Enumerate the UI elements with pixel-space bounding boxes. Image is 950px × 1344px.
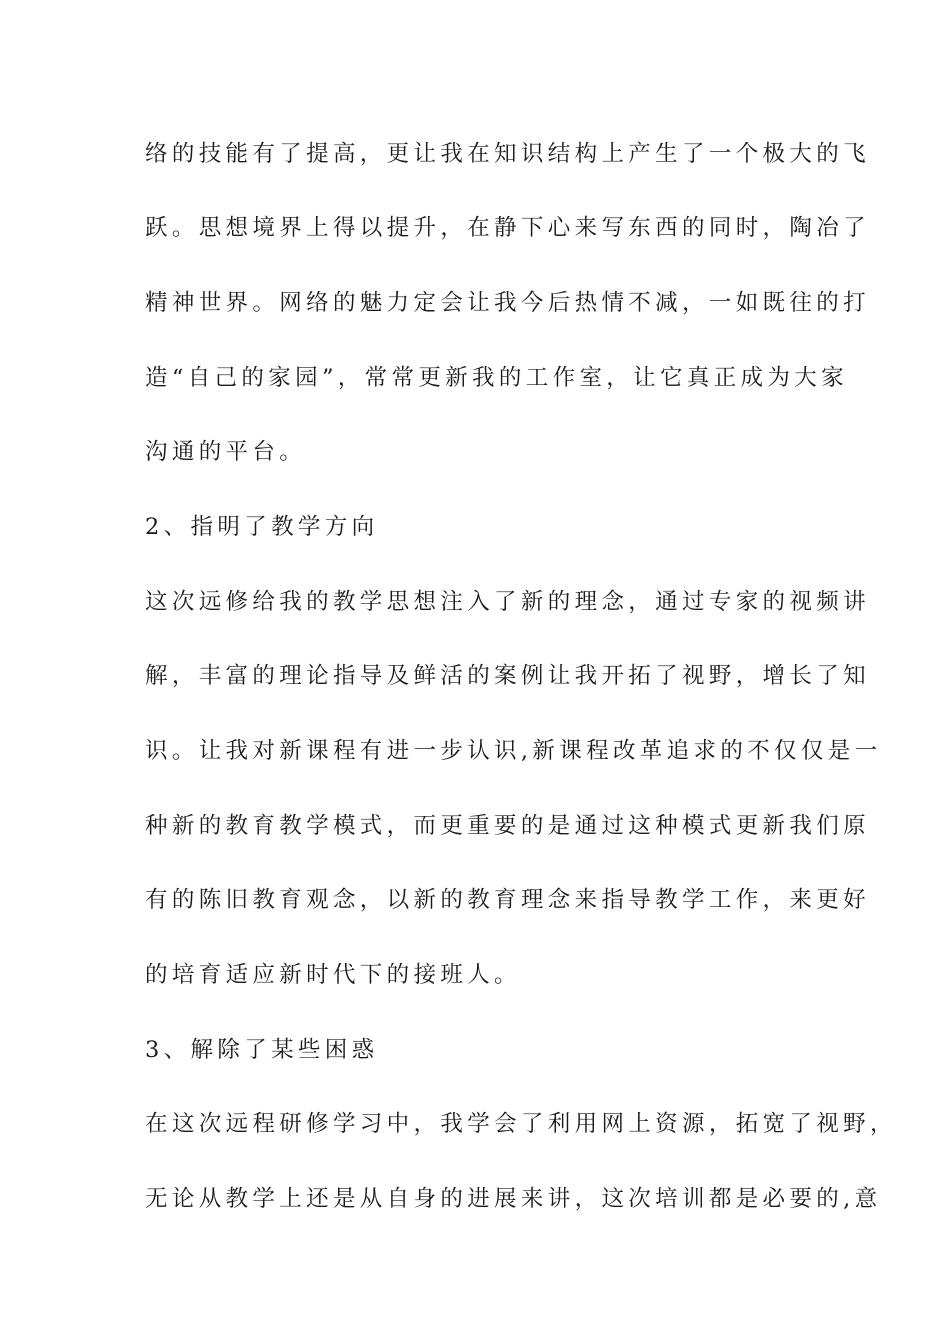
paragraph-line: 这次远修给我的教学思想注入了新的理念，通过专家的视频讲 — [145, 589, 870, 615]
paragraph-line: 的培育适应新时代下的接班人。 — [145, 962, 521, 988]
paragraph-line: 解，丰富的理论指导及鲜活的案例让我开拓了视野，增长了知 — [145, 663, 870, 689]
paragraph-line: 在这次远程研修学习中，我学会了利用网上资源，拓宽了视野， — [145, 1111, 897, 1137]
paragraph-line: 识。让我对新课程有进一步认识,新课程改革追求的不仅仅是一 — [145, 738, 882, 764]
paragraph-line: 有的陈旧教育观念，以新的教育理念来指导教学工作，来更好 — [145, 887, 870, 913]
paragraph-line: 种新的教育教学模式，而更重要的是通过这种模式更新我们原 — [145, 813, 870, 839]
paragraph-line: 络的技能有了提高，更让我在知识结构上产生了一个极大的飞 — [145, 141, 870, 167]
paragraph-line: 造“自己的家园”，常常更新我的工作室，让它真正成为大家 — [145, 365, 848, 391]
paragraph-line: 无论从教学上还是从自身的进展来讲，这次培训都是必要的,意 — [145, 1186, 882, 1212]
paragraph-line: 精神世界。网络的魅力定会让我今后热情不减，一如既往的打 — [145, 290, 870, 316]
paragraph-line: 沟通的平台。 — [145, 439, 307, 465]
paragraph-line: 跃。思想境界上得以提升，在静下心来写东西的同时，陶冶了 — [145, 215, 870, 241]
section-heading: 2、指明了教学方向 — [145, 514, 379, 540]
section-heading: 3、解除了某些困惑 — [145, 1037, 379, 1063]
